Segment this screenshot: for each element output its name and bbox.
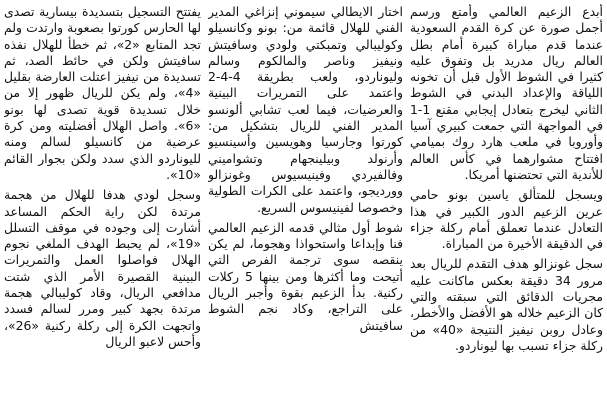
paragraph: شوط أول مثالي قدمه الزعيم العالمي فنا وإبداعا واستحواذا وهجوما، لم يكن ينقصه سوى ترجمة الفرص التي أتيحت وما أكثرها ومن بينها 5 ركلات ركنية. بدأ الزعيم بقوة وأجبر الريال على التراجع، وكاد نجم الشوط سافيتش	[208, 219, 403, 333]
article-column-left	[4, 4, 201, 400]
paragraph: سجل غونزالو هدف التقدم للريال بعد مرور 34 دقيقة بعكس ماكانت عليه مجريات الدقائق التي سبقته والتي كان الزعيم خلاله هو الأفضل والأخطر، وعادل روبن نيفيز النتيجة «40» من ركلة جزاء تسبب بها ليوناردو.	[410, 256, 603, 353]
paragraph: أبدع الزعيم العالمي وأمتع ورسم أجمل صورة عن كرة القدم السعودية عندما قدم مباراة كبيرة أمام بطل العالم ريال مدريد بل وتفوق عليه كثيرا في الشوط الأول قبل أن تخونه اللياقة والإعداد البدني في الشوط الثاني ليخرج بتعادل إيجابي مقنع 1-1 في المواجهة التي جمعت كبيري آسيا وأوروبا في ملعب هارد روك بميامي افتتاح مشوارهما في كأس العالم للأندية التي تحتضنها أمريكا.	[410, 4, 603, 182]
paragraph: ويسجل للمتألق ياسين بونو حامي عرين الزعيم الدور الكبير في هذا التعادل عندما تعملق أمام ركلة جزاء في الدقيقة الأخيرة من المباراة.	[410, 187, 603, 252]
paragraph: وسجل لودي هدفا للهلال من هجمة مرتدة لكن راية الحكم المساعد أشارت إلى وجوده في موقف التسلل «19»، لم يحبط الهدف الملغي نجوم الهلال فواصلوا العمل والتمريرات البينية القصيرة الأمر الذي شتت مدافعي الريال، وقاد كوليبالي هجمة مرتدة بجهد كبير ومرر لسالم فسدد واتجهت الكرة إلى ركلة ركنية «26»، وأحس لاعبو الريال	[4, 187, 201, 349]
paragraph: اختار الايطالي سيموني إنزاغي المدير الفني للهلال قائمة من: بونو وكانسيلو وكوليبالي وتمبكتي ولودي وسافيتش ونيفيز وناصر والمالكوم وسالم وليوناردو، ولعب بطريقة 4-4-2 واعتمد على التمريرات البينية والعرضيات، فيما لعب تشابي ألونسو المدير الفني للريال بتشكيل من: كورتوا وجارسيا وهويسين وأسينسيو وأرنولد وبيلينجهام وتشواميني وفالفيردي وفينيسيوس وغونزالو وورديجو، واعتمد على الكرات الطولية وخصوصا لفينيسوس السريع.	[208, 4, 403, 215]
article-column-middle	[208, 4, 403, 400]
paragraph: يفتتح التسجيل بتسديدة بيسارية تصدى لها الحارس كورتوا بصعوبة وارتدت ولم تجد المتابع «2»، ثم خطأ للهلال نفذه سافيتش ولكن في حائط الصد، ثم تسديدة من نيفيز اعتلت العارضة بقليل «4»، ولم يكن للريال ظهور إلا من خلال تسديدة قوية تصدى لها بونو «6». واصل الهلال أفضليته ومن كرة عرضية من كانسيلو لسالم ومنه لليوناردو الذي سدد ولكن بجوار القائم «10».	[4, 4, 201, 182]
article-column-right	[410, 4, 603, 400]
